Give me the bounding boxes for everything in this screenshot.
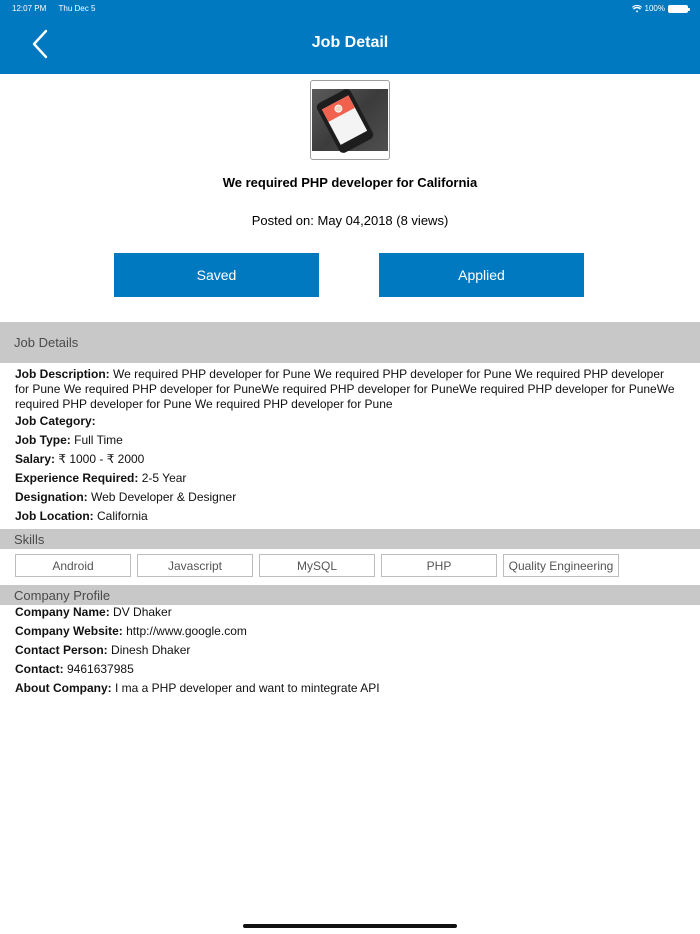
experience-required bbox=[15, 471, 680, 486]
field-value: http://www.google.com bbox=[122, 624, 247, 638]
field-value: DV Dhaker bbox=[109, 605, 172, 619]
job-title: We required PHP developer for California bbox=[222, 175, 478, 190]
field-value: 2-5 Year bbox=[138, 471, 187, 485]
job-description bbox=[15, 367, 680, 412]
phone-mockup-image bbox=[312, 89, 388, 151]
applied-button[interactable]: Applied bbox=[379, 253, 584, 297]
field-value: California bbox=[93, 509, 148, 523]
skills-list bbox=[15, 554, 619, 577]
field-label: Designation: bbox=[15, 490, 88, 504]
section-header-company-profile: Company Profile bbox=[0, 585, 700, 605]
skill-chip-android[interactable]: Android bbox=[15, 554, 131, 577]
job-type bbox=[15, 433, 680, 448]
contact-number bbox=[15, 662, 680, 677]
home-indicator[interactable] bbox=[243, 924, 457, 928]
salary bbox=[15, 452, 680, 467]
job-location bbox=[15, 509, 680, 524]
field-value: Web Developer & Designer bbox=[87, 490, 237, 504]
page-title: Job Detail bbox=[311, 34, 389, 51]
field-value: ₹ 1000 - ₹ 2000 bbox=[55, 452, 145, 466]
designation bbox=[15, 490, 680, 505]
field-label: Contact Person: bbox=[15, 643, 108, 657]
status-time: 12:07 PM bbox=[12, 4, 47, 13]
field-label: Company Website: bbox=[15, 624, 123, 638]
field-value: I ma a PHP developer and want to mintegrate API bbox=[111, 681, 380, 695]
section-header-job-details: Job Details bbox=[0, 322, 700, 363]
field-value: We required PHP developer for Pune We required PHP developer for Pune We required PHP developer for Pune We required PHP developer for PuneWe required PHP developer for PuneWe required PHP developer for PuneWe required PHP developer for Pune We required PHP developer for Pune bbox=[15, 367, 675, 411]
field-label: Experience Required: bbox=[15, 471, 139, 485]
navigation-bar bbox=[0, 0, 700, 74]
field-label: Company Name: bbox=[15, 605, 110, 619]
company-website bbox=[15, 624, 680, 639]
skill-chip-quality-engineering[interactable]: Quality Engineering bbox=[503, 554, 619, 577]
contact-person bbox=[15, 643, 680, 658]
field-label: Job Category: bbox=[15, 414, 96, 428]
saved-button[interactable]: Saved bbox=[114, 253, 319, 297]
field-label: About Company: bbox=[15, 681, 112, 695]
skill-chip-mysql[interactable]: MySQL bbox=[259, 554, 375, 577]
posted-info: Posted on: May 04,2018 (8 views) bbox=[251, 213, 449, 228]
about-company bbox=[15, 681, 680, 696]
field-label: Contact: bbox=[15, 662, 64, 676]
field-label: Job Location: bbox=[15, 509, 94, 523]
company-name bbox=[15, 605, 680, 620]
field-label: Salary: bbox=[15, 452, 56, 466]
field-value: 9461637985 bbox=[63, 662, 134, 676]
job-image bbox=[310, 80, 390, 160]
battery-icon bbox=[668, 5, 688, 13]
skill-chip-php[interactable]: PHP bbox=[381, 554, 497, 577]
battery-percent: 100% bbox=[644, 4, 665, 13]
job-category bbox=[15, 414, 680, 429]
status-bar bbox=[12, 4, 688, 16]
wifi-icon bbox=[632, 5, 642, 13]
status-date: Thu Dec 5 bbox=[58, 4, 96, 13]
field-label: Job Description: bbox=[15, 367, 110, 381]
field-label: Job Type: bbox=[15, 433, 71, 447]
section-header-skills: Skills bbox=[0, 529, 700, 549]
field-value: Dinesh Dhaker bbox=[107, 643, 191, 657]
field-value: Full Time bbox=[70, 433, 123, 447]
skill-chip-javascript[interactable]: Javascript bbox=[137, 554, 253, 577]
